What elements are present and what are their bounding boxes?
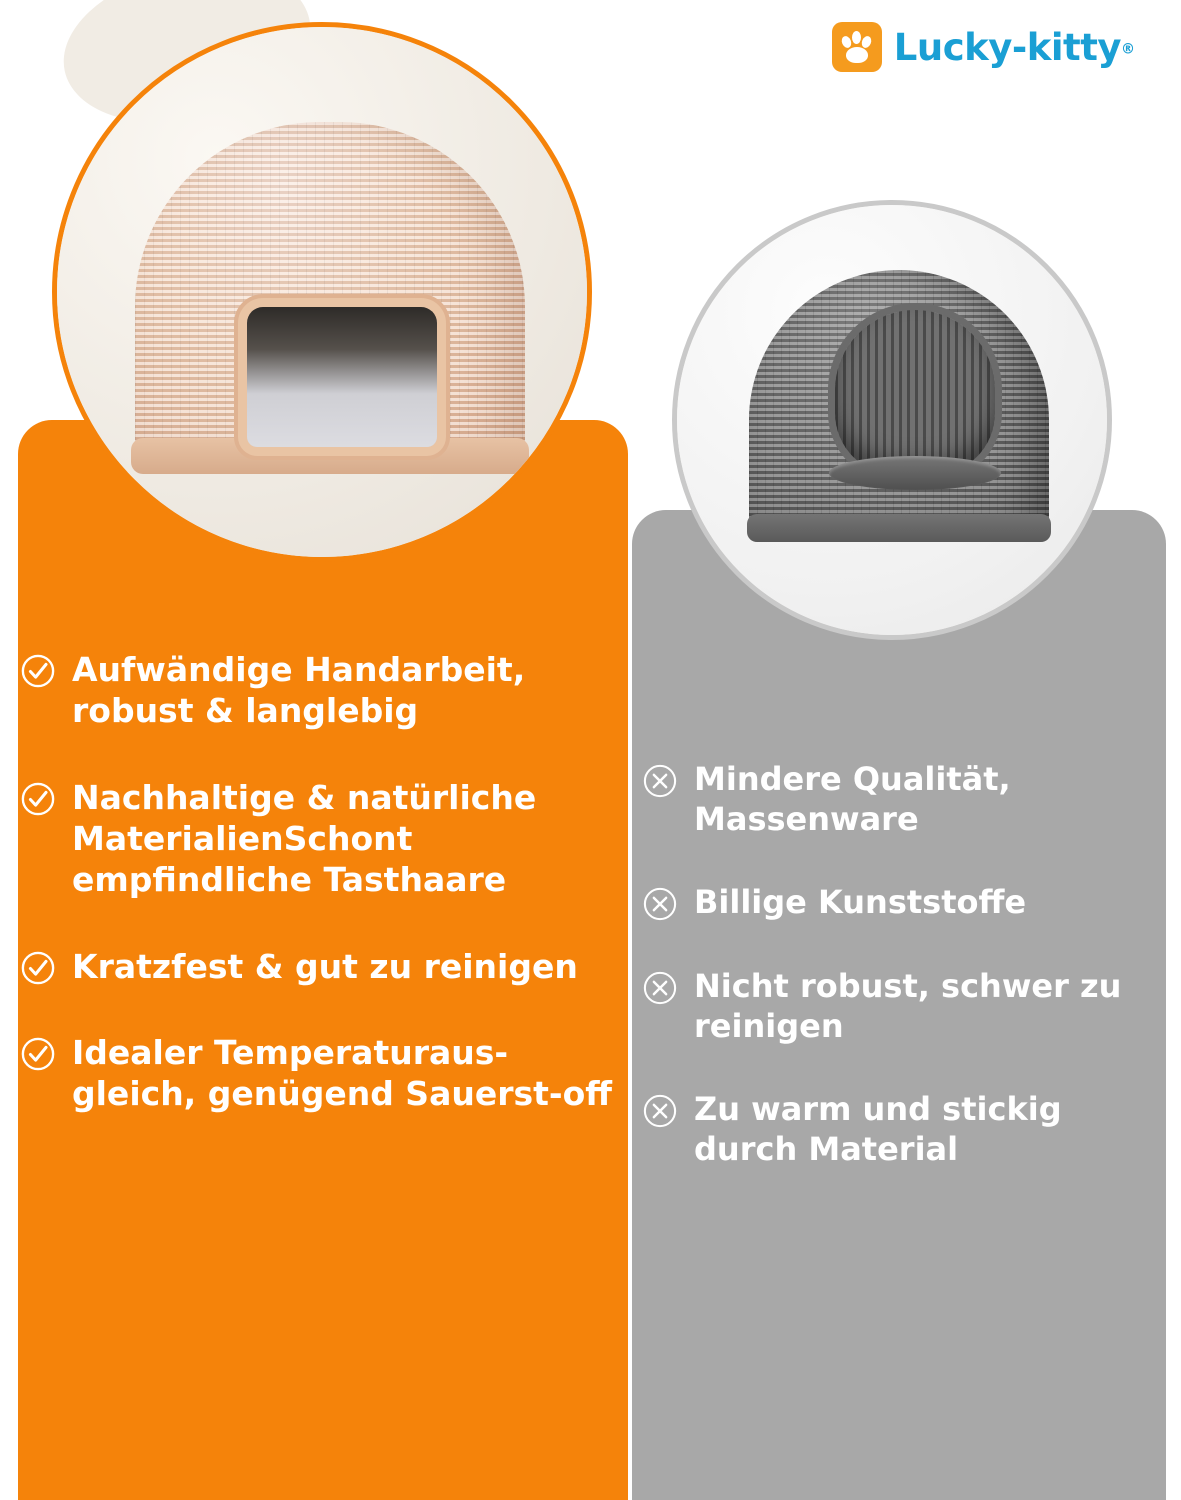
check-icon (18, 654, 58, 688)
x-icon (640, 971, 680, 1005)
con-product-image (672, 200, 1112, 640)
pro-feature-list (18, 650, 618, 1161)
brand-name-wrap (894, 26, 1135, 69)
list-item (18, 1033, 618, 1115)
list-item (18, 650, 618, 732)
list-item (640, 1090, 1160, 1169)
brand-name: Lucky-kitty (893, 25, 1121, 69)
brand-logo (832, 22, 1135, 72)
list-item (18, 778, 618, 901)
list-item-label: Billige Kunststoffe (694, 883, 1027, 922)
list-item-label: Idealer Temperaturaus-gleich, genügend Sauerst-off (72, 1033, 613, 1114)
list-item-label: Nachhaltige & natürliche MaterialienSchont empfindliche Tasthaare (72, 777, 537, 899)
list-item (640, 760, 1160, 839)
pro-product-image (52, 22, 592, 562)
list-item-label: Zu warm und stickig durch Material (694, 1090, 1062, 1169)
list-item-label: Aufwändige Handarbeit, robust & langlebig (72, 650, 526, 730)
con-feature-list (640, 760, 1160, 1214)
list-item (640, 967, 1160, 1046)
x-icon (640, 764, 680, 798)
registered-mark: ® (1121, 41, 1135, 58)
check-icon (18, 1037, 58, 1071)
list-item-label: Nicht robust, schwer zu reinigen (694, 967, 1122, 1045)
x-icon (640, 1094, 680, 1128)
list-item-label: Mindere Qualität, Massenware (694, 760, 1011, 838)
check-icon (18, 951, 58, 985)
x-icon (640, 887, 680, 921)
list-item-label: Kratzfest & gut zu reinigen (72, 946, 578, 986)
check-icon (18, 782, 58, 816)
paw-icon (832, 22, 882, 72)
list-item (640, 883, 1160, 923)
list-item (18, 947, 618, 988)
